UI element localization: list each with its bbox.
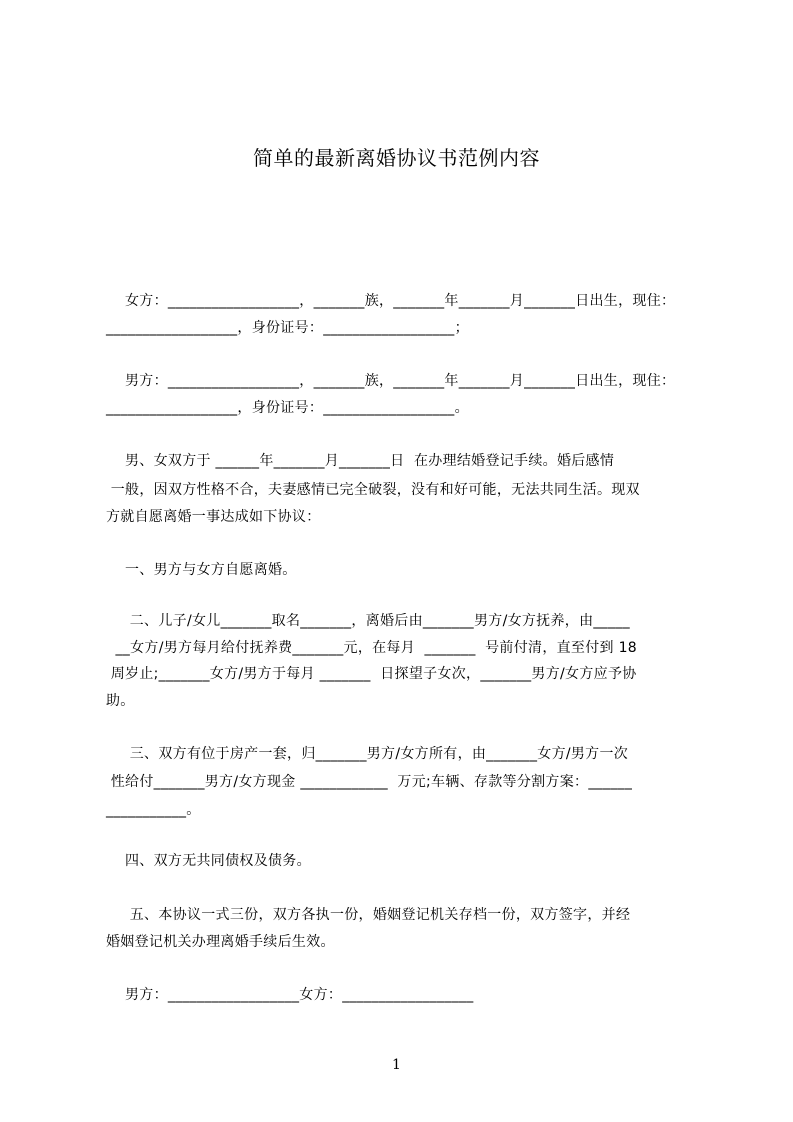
clause-3-line-3: ___________。 <box>106 802 201 818</box>
clause-2-line-2: __女方/男方每月给付抚养费_______元，在每月 _______ 号前付清，直至付到 18 <box>106 640 637 656</box>
preamble-line-3: 方就自愿离婚一事达成如下协议： <box>106 509 321 525</box>
clause-2-line-1: 二、儿子/女儿_______取名_______，离婚后由_______男方/女方抚养，由_____ <box>106 613 630 629</box>
clause-4: 四、双方无共同债权及债务。 <box>106 853 311 869</box>
clause-3-line-2: 性给付_______男方/女方现金 ____________ 万元;车辆、存款等分割方案：______ <box>106 774 633 790</box>
male-info-line-1: 男方：__________________，_______族，_______年_______月_______日出生，现住： <box>106 373 676 389</box>
female-info-line-1: 女方：__________________，_______族，_______年_______月_______日出生，现住： <box>106 293 676 309</box>
clause-3-line-1: 三、双方有位于房产一套，归_______男方/女方所有，由_______女方/男方一次 <box>106 746 629 762</box>
clause-2-line-4: 助。 <box>106 693 135 709</box>
female-info-line-2: __________________，身份证号：__________________； <box>106 320 469 336</box>
preamble-line-1: 男、女双方于 ______年_______月_______日 在办理结婚登记手续。婚后感情 <box>106 453 615 469</box>
signature-line: 男方：__________________女方：__________________ <box>106 987 474 1003</box>
preamble-line-2: 一般，因双方性格不合，夫妻感情已完全破裂，没有和好可能，无法共同生活。现双 <box>106 482 640 498</box>
clause-1: 一、男方与女方自愿离婚。 <box>106 562 297 578</box>
page-number: 1 <box>392 1057 401 1073</box>
document-title: 简单的最新离婚协议书范例内容 <box>253 146 540 170</box>
clause-2-line-3: 周岁止;_______女方/男方于每月 _______ 日探望子女次，_______男方/女方应予协 <box>106 666 637 682</box>
clause-5-line-2: 婚姻登记机关办理离婚手续后生效。 <box>106 934 335 950</box>
male-info-line-2: __________________，身份证号：__________________。 <box>106 400 469 416</box>
clause-5-line-1: 五、本协议一式三份，双方各执一份，婚姻登记机关存档一份，双方签字，并经 <box>106 907 631 923</box>
